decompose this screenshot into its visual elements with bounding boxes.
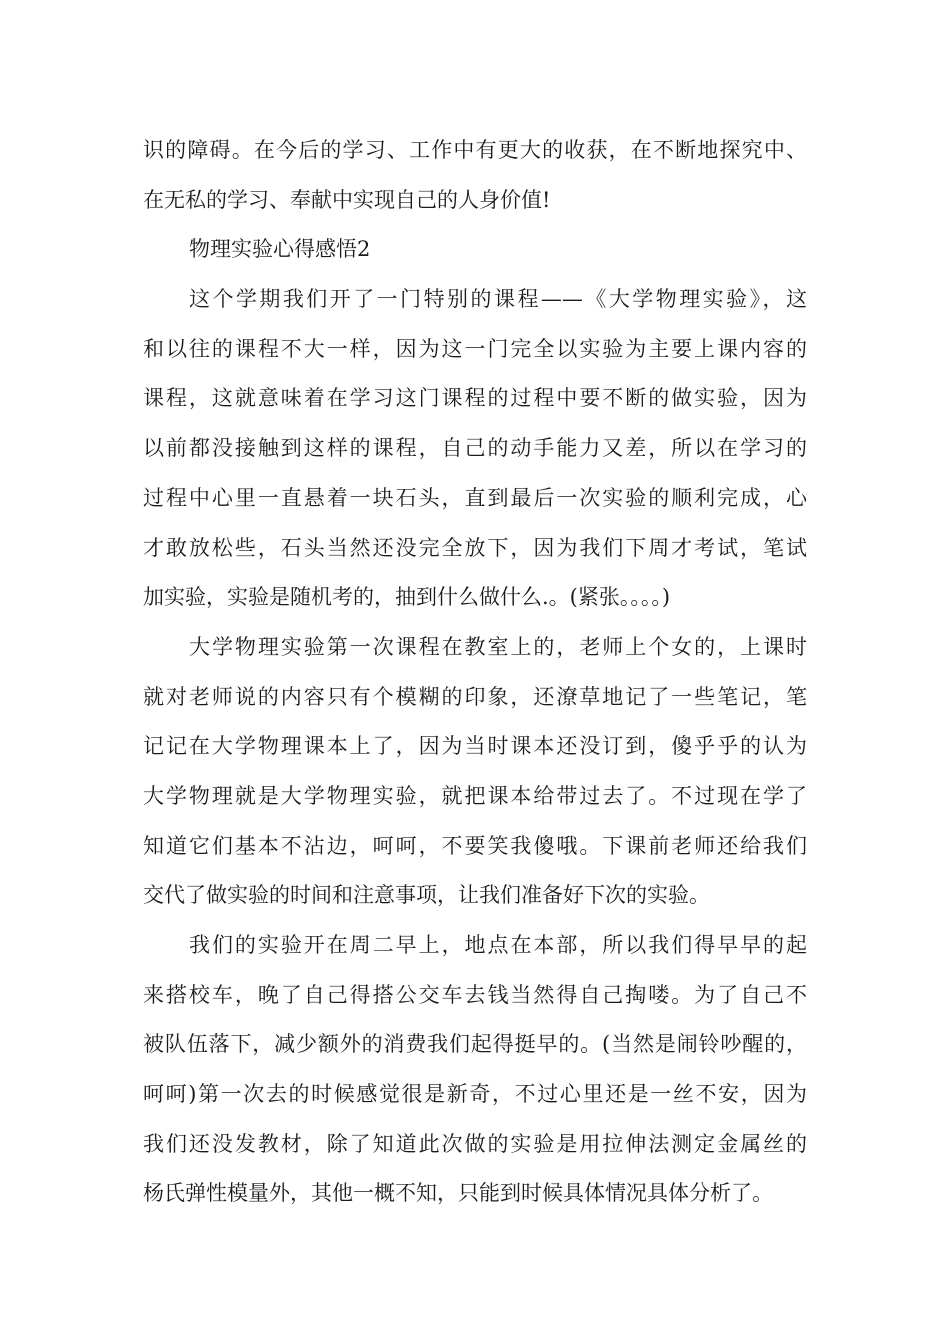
text-line: 大学物理实验第一次课程在教室上的，老师上个女的，上课时 (189, 634, 807, 659)
text-line: 物理实验心得感悟2 (189, 237, 371, 262)
text-line: 我们还没发教材，除了知道此次做的实验是用拉伸法测定金属丝的 (143, 1131, 807, 1156)
text-line: 呵呵)第一次去的时候感觉很是新奇，不过心里还是一丝不安，因为 (143, 1082, 807, 1107)
text-line: 大学物理就是大学物理实验，就把课本给带过去了。不过现在学了 (143, 783, 807, 808)
paragraph (143, 623, 807, 921)
text-line: 以前都没接触到这样的课程，自己的动手能力又差，所以在学习的 (143, 436, 807, 461)
text-line: 这个学期我们开了一门特别的课程——《大学物理实验》，这 (189, 287, 807, 312)
text-line: 我们的实验开在周二早上，地点在本部，所以我们得早早的起 (189, 933, 807, 957)
text-line: 被队伍落下，减少额外的消费我们起得挺早的。(当然是闹铃吵醒的， (143, 1032, 807, 1057)
text-line: 记记在大学物理课本上了，因为当时课本还没订到，傻乎乎的认为 (143, 734, 807, 759)
text-line: 知道它们基本不沾边，呵呵，不要笑我傻哦。下课前老师还给我们 (143, 833, 807, 858)
text-line: 在无私的学习、奉献中实现自己的人身价值! (143, 187, 551, 212)
text-line: 杨氏弹性模量外，其他一概不知，只能到时候具体情况具体分析了。 (143, 1181, 773, 1206)
text-line: 加实验，实验是随机考的，抽到什么做什么.。(紧张。。。。) (143, 585, 671, 610)
text-line: 和以往的课程不大一样，因为这一门完全以实验为主要上课内容的 (143, 336, 807, 361)
paragraph (143, 126, 807, 225)
text-line: 课程，这就意味着在学习这门课程的过程中要不断的做实验，因为 (143, 386, 807, 411)
text-line: 过程中心里一直悬着一块石头，直到最后一次实验的顺利完成，心 (143, 485, 807, 510)
document-body (143, 126, 807, 1219)
text-line: 就对老师说的内容只有个模糊的印象，还潦草地记了一些笔记，笔 (143, 684, 807, 709)
paragraph (143, 275, 807, 623)
text-line: 识的障碍。在今后的学习、工作中有更大的收获，在不断地探究中、 (143, 138, 807, 162)
section-heading (143, 225, 807, 275)
text-line: 才敢放松些，石头当然还没完全放下，因为我们下周才考试，笔试 (143, 535, 807, 560)
text-line: 来搭校车，晚了自己得搭公交车去钱当然得自己掏喽。为了自己不 (143, 982, 807, 1007)
paragraph (143, 921, 807, 1219)
text-line: 交代了做实验的时间和注意事项，让我们准备好下次的实验。 (143, 883, 710, 908)
